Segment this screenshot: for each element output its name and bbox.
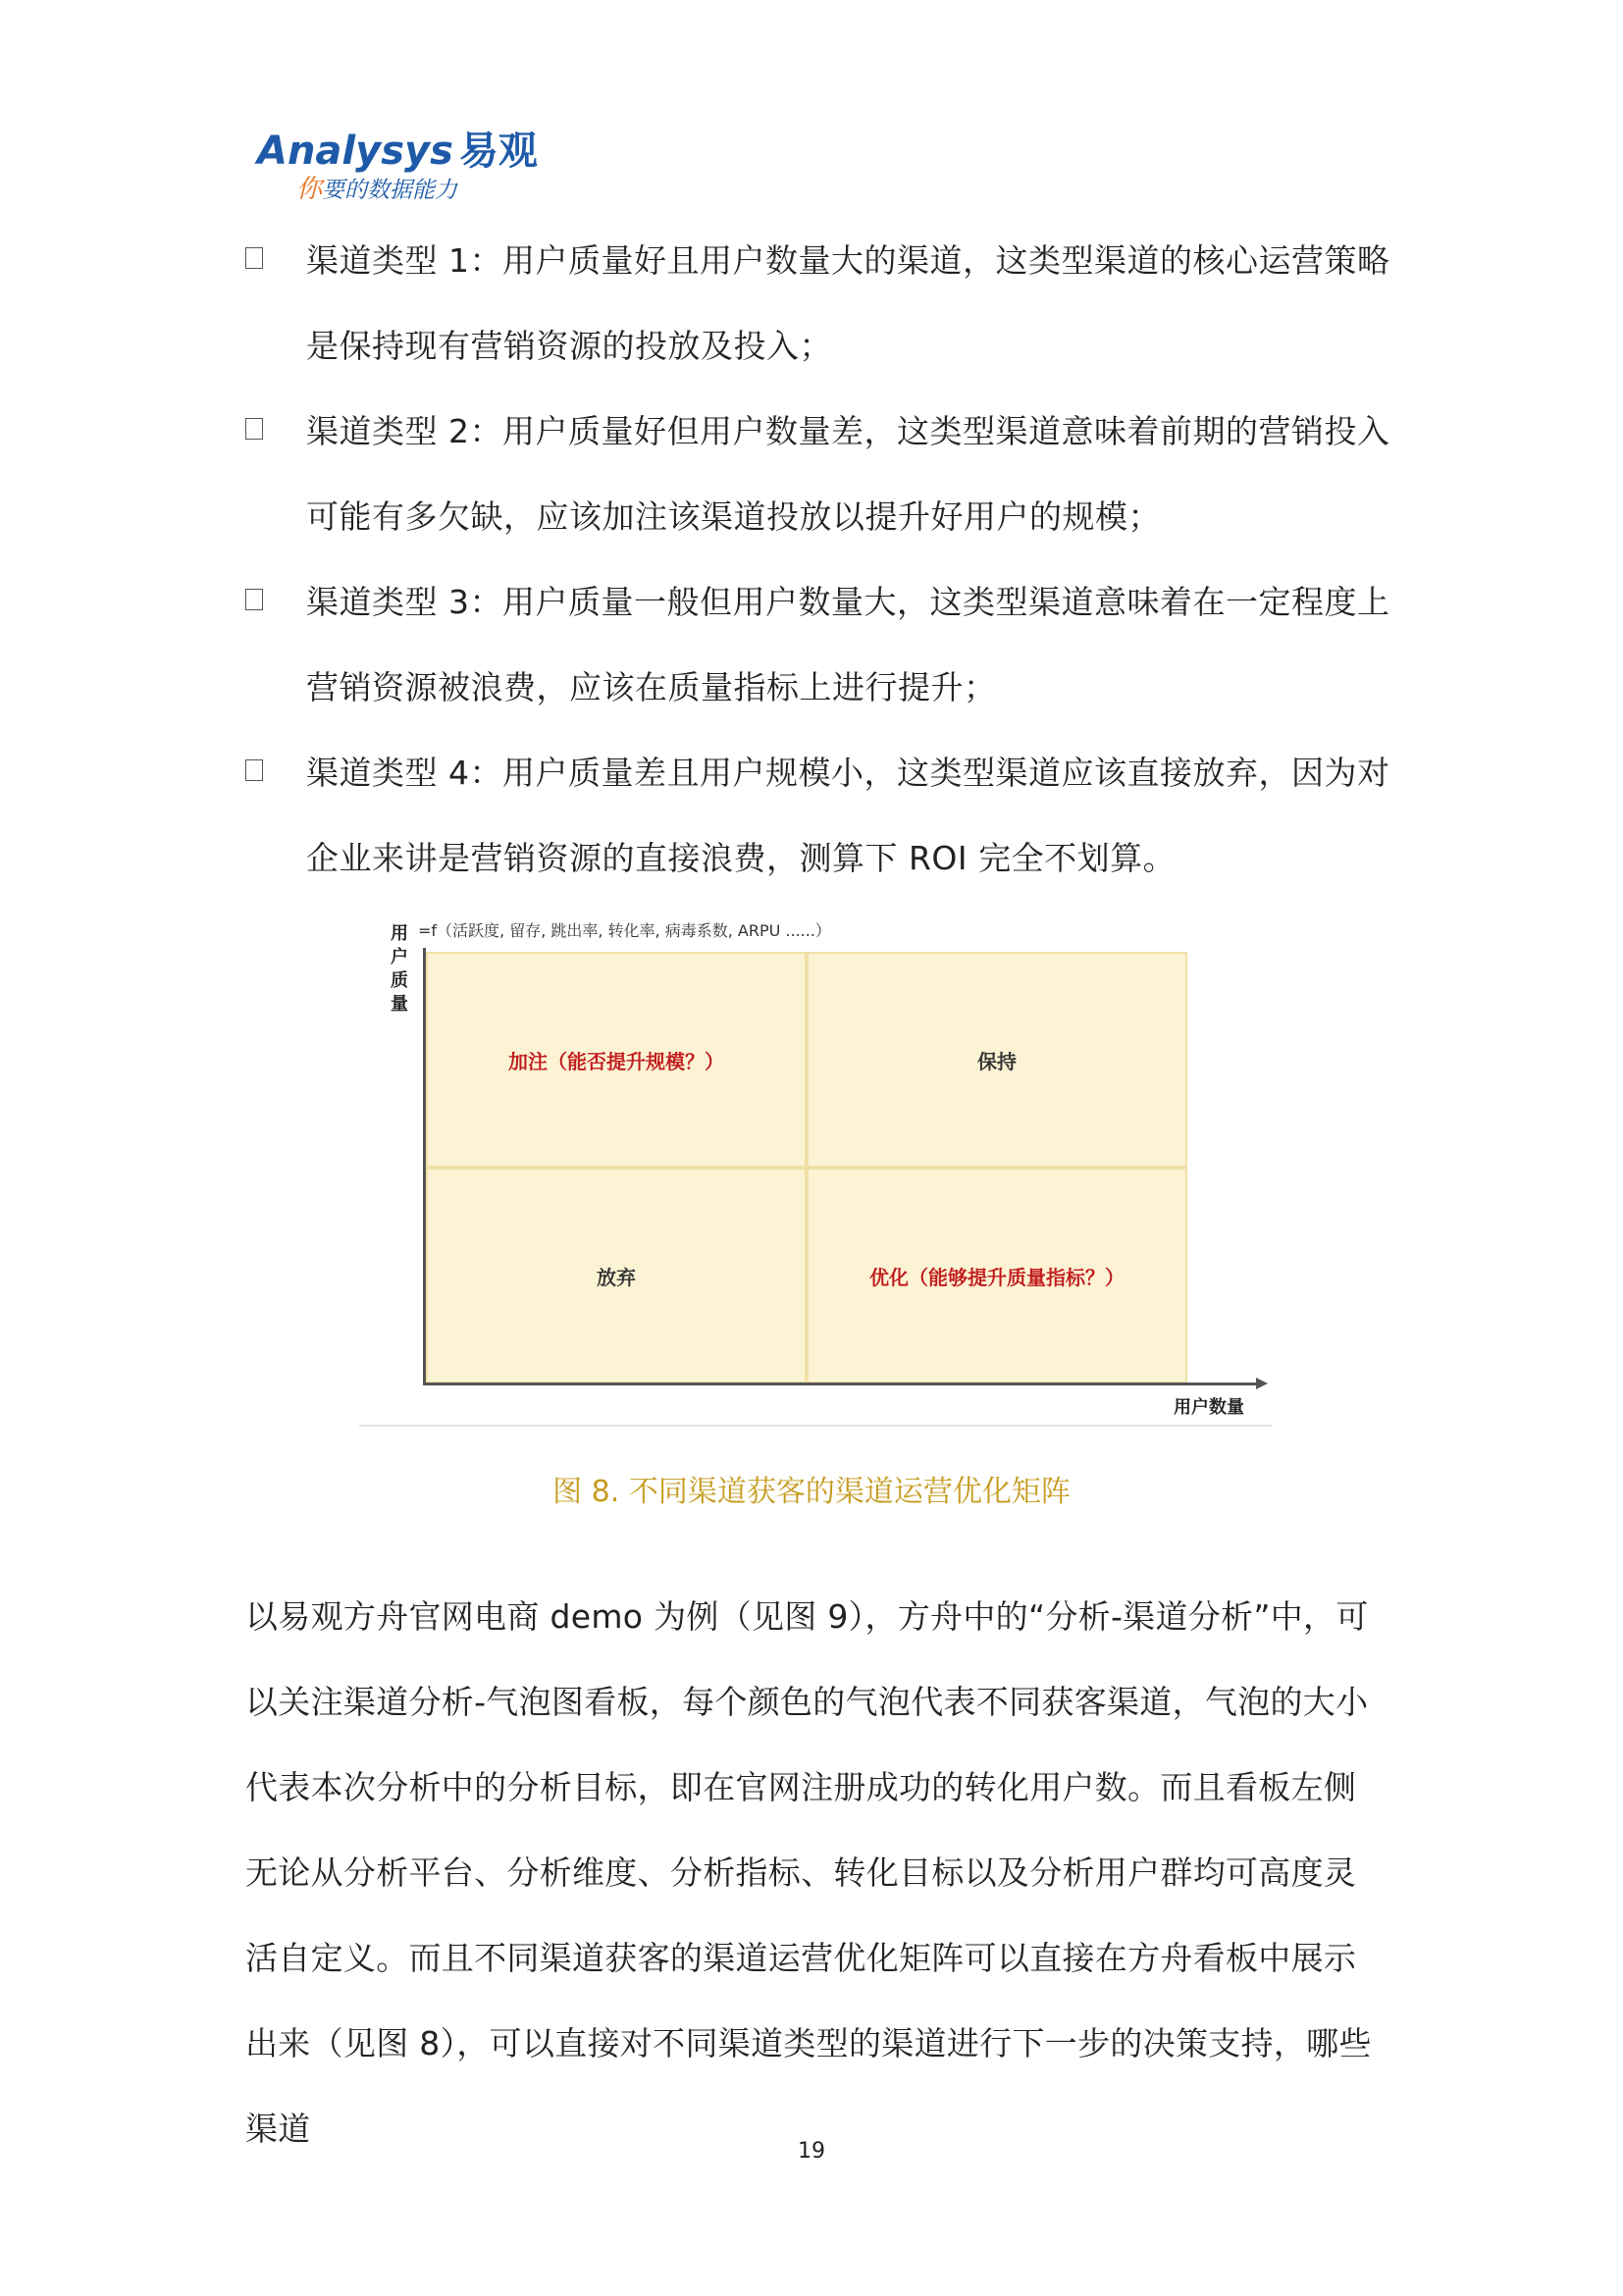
list-item <box>245 559 1393 730</box>
channel-type-list <box>245 218 1393 901</box>
checkbox-square-icon <box>245 589 263 610</box>
quadrant-label: 放弃 <box>597 1265 636 1289</box>
x-axis-label: 用户数量 <box>1174 1397 1244 1418</box>
quality-formula: =f（活跃度, 留存, 跳出率, 转化率, 病毒系数, ARPU ......） <box>418 921 831 940</box>
list-item-text: 渠道类型 3：用户质量一般但用户数量大，这类型渠道意味着在一定程度上营销资源被浪费，应该在质量指标上进行提升； <box>306 583 1390 706</box>
checkbox-square-icon <box>245 247 263 269</box>
quadrant-top-right <box>807 952 1187 1168</box>
x-axis-arrow-icon <box>1256 1378 1268 1389</box>
checkbox-square-icon <box>245 759 263 781</box>
figure-caption: 图 8. 不同渠道获客的渠道运营优化矩阵 <box>552 1475 1071 1509</box>
quadrant-bottom-right <box>807 1168 1187 1383</box>
list-item <box>245 218 1393 389</box>
y-axis-line <box>423 948 426 1385</box>
quadrant-label: 保持 <box>977 1049 1017 1073</box>
x-axis-line <box>423 1383 1262 1385</box>
list-item-text: 渠道类型 4：用户质量差且用户规模小，这类型渠道应该直接放弃，因为对企业来讲是营销资源的直接浪费，测算下 ROI 完全不划算。 <box>306 754 1390 877</box>
logo-cn-text: 易观 <box>458 129 538 174</box>
checkbox-square-icon <box>245 418 263 440</box>
y-axis-label: 用户质量 <box>391 923 408 1015</box>
quadrant-bottom-left <box>426 1168 807 1383</box>
list-item <box>245 389 1393 559</box>
body-paragraph: 以易观方舟官网电商 demo 为例（见图 9），方舟中的“分析-渠道分析”中，可以关注渠道分析-气泡图看板，每个颜色的气泡代表不同获客渠道，气泡的大小代表本次分析中的分析目标，即在官网注册成功的转化用户数。而且看板左侧无论从分析平台、分析维度、分析指标、转化目标以及分析用户群均可高度灵活自定义。而且不同渠道获客的渠道运营优化矩阵可以直接在方舟看板中展示出来（见图 8），可以直接对不同渠道类型的渠道进行下一步的决策支持，哪些渠道 <box>245 1597 1372 2148</box>
channel-matrix-figure <box>359 913 1272 1433</box>
analysys-logo <box>257 120 538 204</box>
logo-wordmark <box>257 120 538 176</box>
logo-tagline-first: 你 <box>296 175 323 204</box>
logo-tagline-rest: 要的数据能力 <box>322 178 458 203</box>
figure-divider <box>359 1425 1272 1427</box>
list-item-text: 渠道类型 1：用户质量好且用户数量大的渠道，这类型渠道的核心运营策略是保持现有营销资源的投放及投入； <box>306 241 1390 365</box>
quadrant-top-left <box>426 952 807 1168</box>
page-number: 19 <box>798 2139 825 2164</box>
list-item <box>245 730 1393 901</box>
quadrant-label: 加注（能否提升规模？） <box>508 1049 724 1073</box>
logo-tagline <box>296 169 457 205</box>
logo-main-text: Analysys <box>257 129 453 174</box>
list-item-text: 渠道类型 2：用户质量好但用户数量差，这类型渠道意味着前期的营销投入可能有多欠缺，应该加注该渠道投放以提升好用户的规模； <box>306 412 1390 536</box>
quadrant-label: 优化（能够提升质量指标？） <box>869 1265 1125 1289</box>
